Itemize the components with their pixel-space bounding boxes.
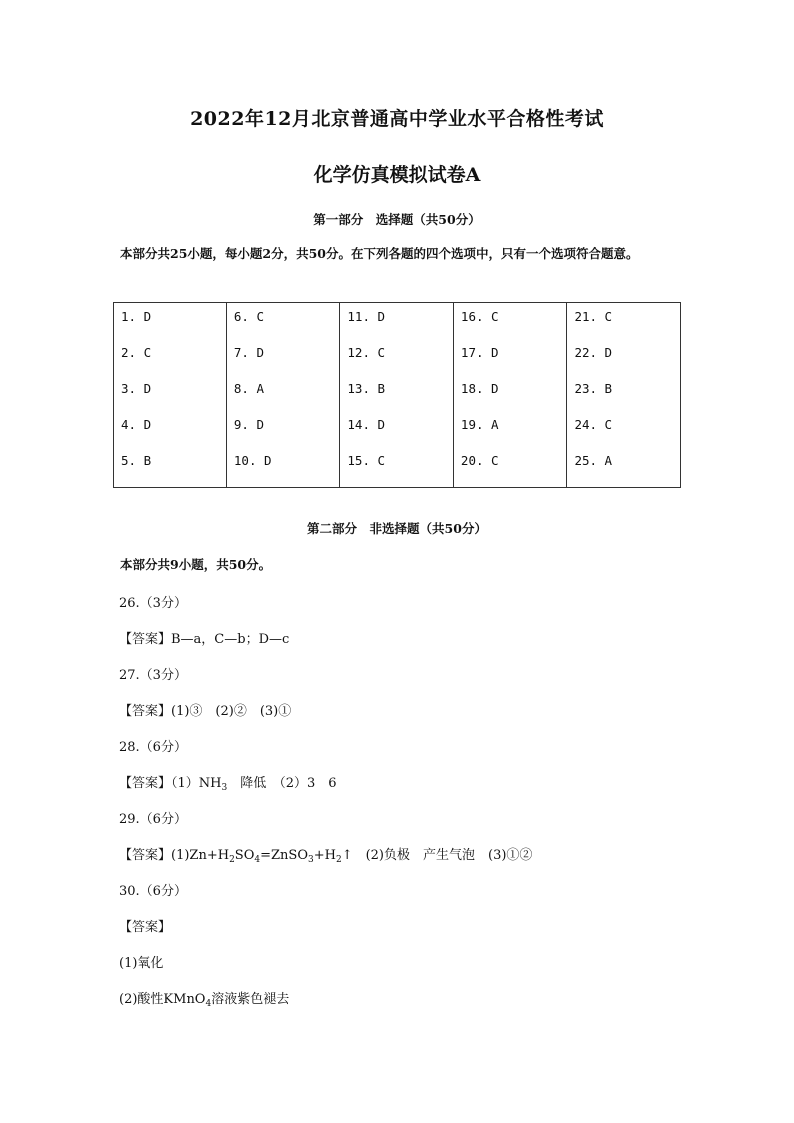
part1-intro: 本部分共25小题，每小题2分，共50分。在下列各题的四个选项中，只有一个选项符合题意。 [120,246,639,261]
answer-item: 5. B [121,453,152,468]
answer-item: 12. C [347,345,386,360]
q29-sub: 4 [254,855,261,865]
exam-title: 2022年12月北京普通高中学业水平合格性考试 [190,108,604,130]
answer-item: 13. B [347,381,386,396]
part2-intro: 本部分共9小题，共50分。 [120,557,272,572]
answer-item: 22. D [574,345,613,360]
part2-heading: 第二部分 非选择题（共50分） [307,521,487,536]
answer-item: 10. D [233,453,272,468]
answer-column-2 [226,303,340,488]
q29-part: +H [313,848,336,863]
q29-answer [119,844,532,865]
q29-part: =ZnSO [260,848,308,863]
answer-item: 16. C [460,309,499,324]
part1-heading: 第一部分 选择题（共50分） [313,212,481,227]
answer-item: 1. D [121,309,152,324]
answer-column-4 [453,303,567,488]
answer-column-1 [114,303,227,488]
answer-item: 24. C [574,417,613,432]
q29-sub: 2 [229,855,235,865]
answer-column-3 [340,303,454,488]
q29-part: ↑ (2)负极 产生气泡 (3)①② [341,848,533,863]
q28-answer [119,772,337,793]
q30-item-2-b: 溶液紫色褪去 [211,992,290,1007]
q29-sub: 2 [335,855,342,865]
answer-column-5 [567,303,681,488]
q30-answer-head: 【答案】 [119,920,172,935]
q28-answer-prefix: 【答案】（1）NH [119,776,222,791]
answer-item: 15. C [347,453,386,468]
q27-answer: 【答案】(1)③ (2)② (3)① [119,704,292,719]
q30-label: 30.（6分） [119,884,187,899]
q30-sub: 4 [205,999,212,1009]
q29-sub: 3 [307,855,314,865]
q29-part: SO [234,848,255,863]
answer-item: 20. C [460,453,499,468]
q28-sub: 3 [221,783,228,793]
answer-item: 8. A [233,381,264,396]
answer-table [113,302,681,488]
q29-part: 【答案】(1)Zn+H [119,848,230,863]
answer-item: 9. D [233,417,264,432]
answer-item: 25. A [574,453,613,468]
answer-item: 6. C [233,309,264,324]
q30-item-2-a: (2)酸性KMnO [119,992,206,1007]
q28-label: 28.（6分） [119,740,187,755]
q30-item-2 [119,988,289,1009]
answer-item: 7. D [233,345,264,360]
q29-label: 29.（6分） [119,812,187,827]
answer-item: 3. D [121,381,152,396]
answer-item: 23. B [574,381,613,396]
q28-answer-rest: 降低 （2）3 6 [227,776,337,791]
answer-item: 11. D [347,309,386,324]
q27-label: 27.（3分） [119,668,187,683]
answer-item: 2. C [121,345,152,360]
q30-item-1: (1)氧化 [119,956,164,971]
answer-item: 4. D [121,417,152,432]
answer-item: 18. D [460,381,499,396]
answer-item: 19. A [460,417,499,432]
answer-item: 21. C [574,309,613,324]
answer-item: 17. D [460,345,499,360]
exam-subtitle: 化学仿真模拟试卷A [313,164,481,186]
q26-label: 26.（3分） [119,596,187,611]
answer-item: 14. D [347,417,386,432]
q26-answer: 【答案】B—a，C—b；D—c [119,632,290,647]
